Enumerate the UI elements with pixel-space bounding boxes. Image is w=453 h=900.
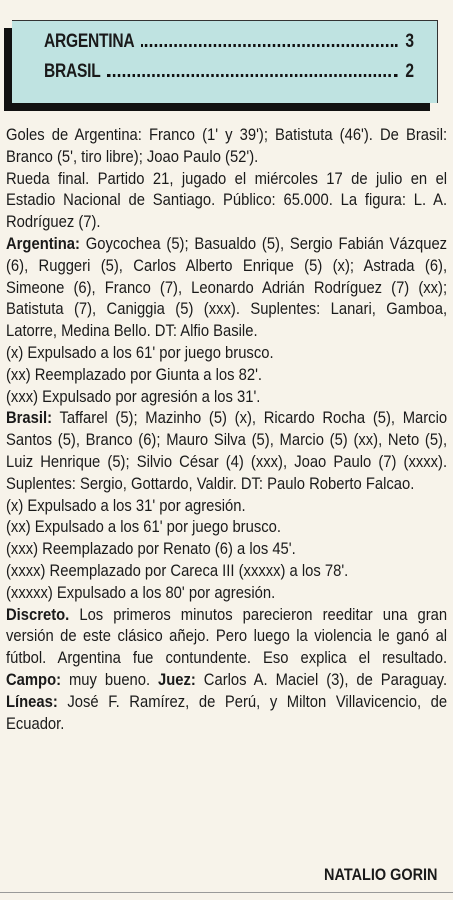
summary-label: Discreto.	[6, 604, 70, 624]
match-info-paragraph: Rueda final. Partido 21, jugado el miércoles 17 de julio en el Estadio Nacional de Santiago. Público: 65.000. La figura: L. A. Rodríguez (7).	[6, 168, 448, 232]
argentina-label: Argentina:	[6, 233, 80, 253]
summary-text: Los primeros minutos parecieron reeditar una gran versión de este clásico añejo. Pero luego la violencia le ganó al fútbol. Argentina fue contundente. Eso explica el resultado.	[6, 604, 448, 668]
score-argentina: 3	[405, 31, 414, 52]
field-label: Campo:	[6, 669, 62, 689]
argentina-note: (xxx) Expulsado por agresión a los 31'.	[6, 386, 261, 406]
team-name-argentina: ARGENTINA	[44, 31, 135, 52]
scoreboard-box	[12, 20, 438, 103]
goals-paragraph: Goles de Argentina: Franco (1' y 39'); Batistuta (46'). De Brasil: Branco (5', tiro libre); Joao Paulo (52').	[6, 125, 448, 166]
score-brasil: 2	[405, 61, 414, 82]
summary-paragraph	[6, 604, 447, 735]
argentina-lineup	[6, 233, 447, 342]
linesmen-label: Líneas:	[6, 691, 58, 711]
brasil-lineup	[6, 407, 447, 494]
referee-text: Carlos A. Maciel (3), de Paraguay.	[195, 669, 448, 689]
brasil-label: Brasil:	[6, 408, 53, 428]
field-text: muy bueno.	[61, 669, 151, 689]
brasil-note: (xxxx) Reemplazado por Careca III (xxxxx) a los 78'.	[6, 560, 349, 580]
brasil-note: (xxxxx) Expulsado a los 80' por agresión.	[6, 582, 276, 602]
brasil-note: (xx) Expulsado a los 61' por juego brusco.	[6, 517, 281, 537]
argentina-lineup-text: Goycochea (5); Basualdo (5), Sergio Fabián Vázquez (6), Ruggeri (5), Carlos Alberto Enrique (5) (x); Astrada (6), Simeone (6), Franco (7), Leonardo Adrián Rodríguez (7) (xx); Batistuta (7), Caniggia (5) (xxx). Suplentes: Lanari, Gamboa, Latorre, Medina Bello. DT: Alfio Basile.	[6, 233, 448, 341]
bottom-divider	[0, 892, 453, 893]
match-report	[6, 124, 447, 734]
dot-leader	[141, 44, 397, 47]
scoreboard-row-brasil	[44, 61, 414, 83]
author-signature: NATALIO GORIN	[323, 865, 437, 884]
argentina-note: (xx) Reemplazado por Giunta a los 82'.	[6, 364, 263, 384]
scoreboard-row-argentina	[44, 31, 414, 53]
brasil-lineup-text: Taffarel (5); Mazinho (5) (x), Ricardo Rocha (5), Marcio Santos (5), Branco (6); Mauro Silva (5), Marcio (5) (xx), Neto (5), Luiz Henrique (5); Silvio César (4) (xxx), Joao Paulo (7) (xxxx). Suplentes: Sergio, Gottardo, Valdir. DT: Paulo Roberto Falcao.	[6, 408, 448, 493]
argentina-note: (x) Expulsado a los 61' por juego brusco.	[6, 342, 274, 362]
brasil-note: (xxx) Reemplazado por Renato (6) a los 45'.	[6, 539, 296, 559]
team-name-brasil: BRASIL	[44, 61, 101, 82]
dot-leader	[107, 74, 397, 77]
linesmen-text: José F. Ramírez, de Perú, y Milton Villavicencio, de Ecuador.	[6, 691, 448, 733]
brasil-note: (x) Expulsado a los 31' por agresión.	[6, 495, 246, 515]
referee-label: Juez:	[158, 669, 196, 689]
